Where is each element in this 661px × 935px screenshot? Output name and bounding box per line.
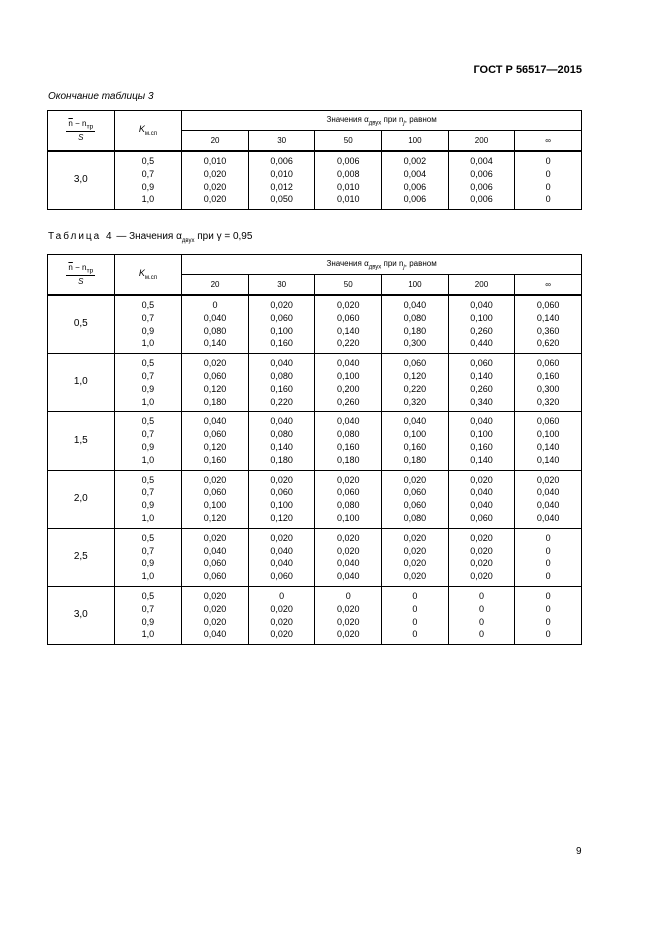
- param-cell: 3,0: [48, 151, 115, 210]
- table-3: [47, 110, 582, 210]
- value-cell: 0 0 0 0: [515, 528, 582, 586]
- value-cell: 0,006 0,010 0,012 0,050: [248, 151, 315, 210]
- header-row: [48, 255, 582, 275]
- table3-body: [48, 151, 582, 210]
- k-header: [114, 255, 182, 296]
- value-cell: 0,060 0,120 0,220 0,320: [382, 354, 449, 412]
- n-value-header: 200: [448, 275, 515, 296]
- k-cell: 0,5 0,7 0,9 1,0: [114, 151, 182, 210]
- value-cell: 0 0 0 0: [382, 586, 449, 644]
- ratio-numerator-sub: тр: [86, 123, 94, 131]
- ratio-numerator-base: $\overline{n}$: [68, 262, 73, 272]
- k-header: [114, 111, 182, 152]
- n-value-header: 200: [448, 131, 515, 152]
- param-cell: 1,5: [48, 412, 115, 470]
- group-header-prefix: Значения α: [326, 114, 369, 124]
- value-cell: 0 0,020 0,020 0,020: [315, 586, 382, 644]
- table-row: [48, 412, 582, 470]
- ratio-header: [48, 111, 115, 152]
- group-header: [182, 111, 582, 131]
- ratio-numerator-base: $\overline{n}$: [68, 118, 73, 128]
- value-cell: 0,020 0,060 0,060 0,080: [382, 470, 449, 528]
- value-cell: 0,020 0,020 0,020 0,020: [382, 528, 449, 586]
- param-cell: 2,0: [48, 470, 115, 528]
- value-cell: 0,060 0,140 0,360 0,620: [515, 295, 582, 354]
- ratio-header: [48, 255, 115, 296]
- value-cell: 0,020 0,040 0,040 0,040: [515, 470, 582, 528]
- value-cell: 0,060 0,100 0,140 0,140: [515, 412, 582, 470]
- k-label: [138, 124, 157, 137]
- value-cell: 0,020 0,040 0,040 0,060: [448, 470, 515, 528]
- document-code: ГОСТ Р 56517—2015: [473, 64, 582, 76]
- table4-caption-text: — Значения α: [113, 231, 182, 242]
- group-header-tail: , равном: [404, 114, 437, 124]
- value-cell: 0,020 0,020 0,020 0,020: [448, 528, 515, 586]
- value-cell: 0,020 0,040 0,040 0,060: [248, 528, 315, 586]
- table4-caption-label: Таблица 4: [48, 231, 114, 242]
- value-cell: 0,040 0,080 0,140 0,180: [248, 412, 315, 470]
- k-cell: 0,5 0,7 0,9 1,0: [114, 586, 182, 644]
- value-cell: 0,040 0,100 0,260 0,440: [448, 295, 515, 354]
- header-row: [48, 111, 582, 131]
- ratio-fraction: [66, 119, 95, 143]
- table-row: [48, 586, 582, 644]
- n-value-header: 100: [382, 275, 449, 296]
- value-cell: 0,020 0,020 0,020 0,040: [182, 586, 249, 644]
- value-cell: 0,004 0,006 0,006 0,006: [448, 151, 515, 210]
- table4-body: [48, 295, 582, 645]
- ratio-numerator-minus: − n: [75, 262, 87, 272]
- ratio-denominator: S: [78, 133, 84, 143]
- ratio-fraction: [66, 263, 95, 287]
- ratio-denominator: S: [78, 277, 84, 287]
- table4-caption-tail: при γ = 0,95: [194, 231, 253, 242]
- ratio-numerator-sub: тр: [86, 267, 94, 275]
- value-cell: 0 0 0 0: [448, 586, 515, 644]
- table4-caption: [48, 231, 252, 244]
- ratio-numerator: [66, 263, 95, 277]
- value-cell: 0 0 0 0: [515, 586, 582, 644]
- value-cell: 0,020 0,060 0,100 0,120: [182, 470, 249, 528]
- value-cell: 0 0 0 0: [515, 151, 582, 210]
- table-row: [48, 151, 582, 210]
- group-header-suffix: при n: [381, 114, 404, 124]
- ratio-numerator: [66, 119, 95, 133]
- k-label-base: K: [138, 124, 145, 135]
- n-value-header: 20: [182, 275, 249, 296]
- k-label-base: K: [138, 268, 145, 279]
- value-cell: 0,040 0,080 0,160 0,220: [248, 354, 315, 412]
- n-value-header: 50: [315, 275, 382, 296]
- value-cell: 0,020 0,060 0,100 0,160: [248, 295, 315, 354]
- k-cell: 0,5 0,7 0,9 1,0: [114, 354, 182, 412]
- value-cell: 0,020 0,040 0,060 0,060: [182, 528, 249, 586]
- value-cell: 0,020 0,060 0,140 0,220: [315, 295, 382, 354]
- group-header-sub: двух: [368, 264, 382, 271]
- value-cell: 0,020 0,020 0,040 0,040: [315, 528, 382, 586]
- value-cell: 0,040 0,100 0,200 0,260: [315, 354, 382, 412]
- table-row: [48, 354, 582, 412]
- param-cell: 1,0: [48, 354, 115, 412]
- n-value-header: 30: [248, 131, 315, 152]
- k-cell: 0,5 0,7 0,9 1,0: [114, 412, 182, 470]
- k-cell: 0,5 0,7 0,9 1,0: [114, 528, 182, 586]
- group-header-sub: двух: [368, 120, 382, 127]
- value-cell: 0,002 0,004 0,006 0,006: [382, 151, 449, 210]
- param-cell: 3,0: [48, 586, 115, 644]
- n-value-header: 50: [315, 131, 382, 152]
- group-header-suffix: при n: [381, 258, 404, 268]
- value-cell: 0,060 0,140 0,260 0,340: [448, 354, 515, 412]
- value-cell: 0,040 0,080 0,160 0,180: [315, 412, 382, 470]
- k-label-sub: м.сп: [144, 130, 157, 137]
- n-value-header: 20: [182, 131, 249, 152]
- value-cell: 0,040 0,060 0,120 0,160: [182, 412, 249, 470]
- n-value-header: ∞: [515, 131, 582, 152]
- page-number: 9: [576, 846, 582, 857]
- k-label: [138, 268, 157, 281]
- value-cell: 0,020 0,060 0,080 0,100: [315, 470, 382, 528]
- table-row: [48, 528, 582, 586]
- table3-caption: Окончание таблицы 3: [48, 91, 154, 102]
- value-cell: 0 0,040 0,080 0,140: [182, 295, 249, 354]
- value-cell: 0,060 0,160 0,300 0,320: [515, 354, 582, 412]
- n-value-header: 30: [248, 275, 315, 296]
- value-cell: 0,006 0,008 0,010 0,010: [315, 151, 382, 210]
- value-cell: 0,040 0,080 0,180 0,300: [382, 295, 449, 354]
- n-value-header: ∞: [515, 275, 582, 296]
- k-cell: 0,5 0,7 0,9 1,0: [114, 470, 182, 528]
- ratio-numerator-minus: − n: [75, 118, 87, 128]
- group-header-tail: , равном: [404, 258, 437, 268]
- group-header: [182, 255, 582, 275]
- table4-caption-sub: двух: [181, 238, 195, 244]
- table-row: [48, 470, 582, 528]
- table3-head: [48, 111, 582, 152]
- n-value-header: 100: [382, 131, 449, 152]
- group-header-prefix: Значения α: [326, 258, 369, 268]
- table-row: [48, 295, 582, 354]
- value-cell: 0,010 0,020 0,020 0,020: [182, 151, 249, 210]
- value-cell: 0,040 0,100 0,160 0,180: [382, 412, 449, 470]
- table4-head: [48, 255, 582, 296]
- k-cell: 0,5 0,7 0,9 1,0: [114, 295, 182, 354]
- table-4: [47, 254, 582, 645]
- value-cell: 0,020 0,060 0,100 0,120: [248, 470, 315, 528]
- param-cell: 0,5: [48, 295, 115, 354]
- group-header-suffix-sub: j: [403, 120, 405, 127]
- k-label-sub: м.сп: [144, 274, 157, 281]
- value-cell: 0,020 0,060 0,120 0,180: [182, 354, 249, 412]
- value-cell: 0 0,020 0,020 0,020: [248, 586, 315, 644]
- value-cell: 0,040 0,100 0,160 0,140: [448, 412, 515, 470]
- param-cell: 2,5: [48, 528, 115, 586]
- group-header-suffix-sub: j: [403, 264, 405, 271]
